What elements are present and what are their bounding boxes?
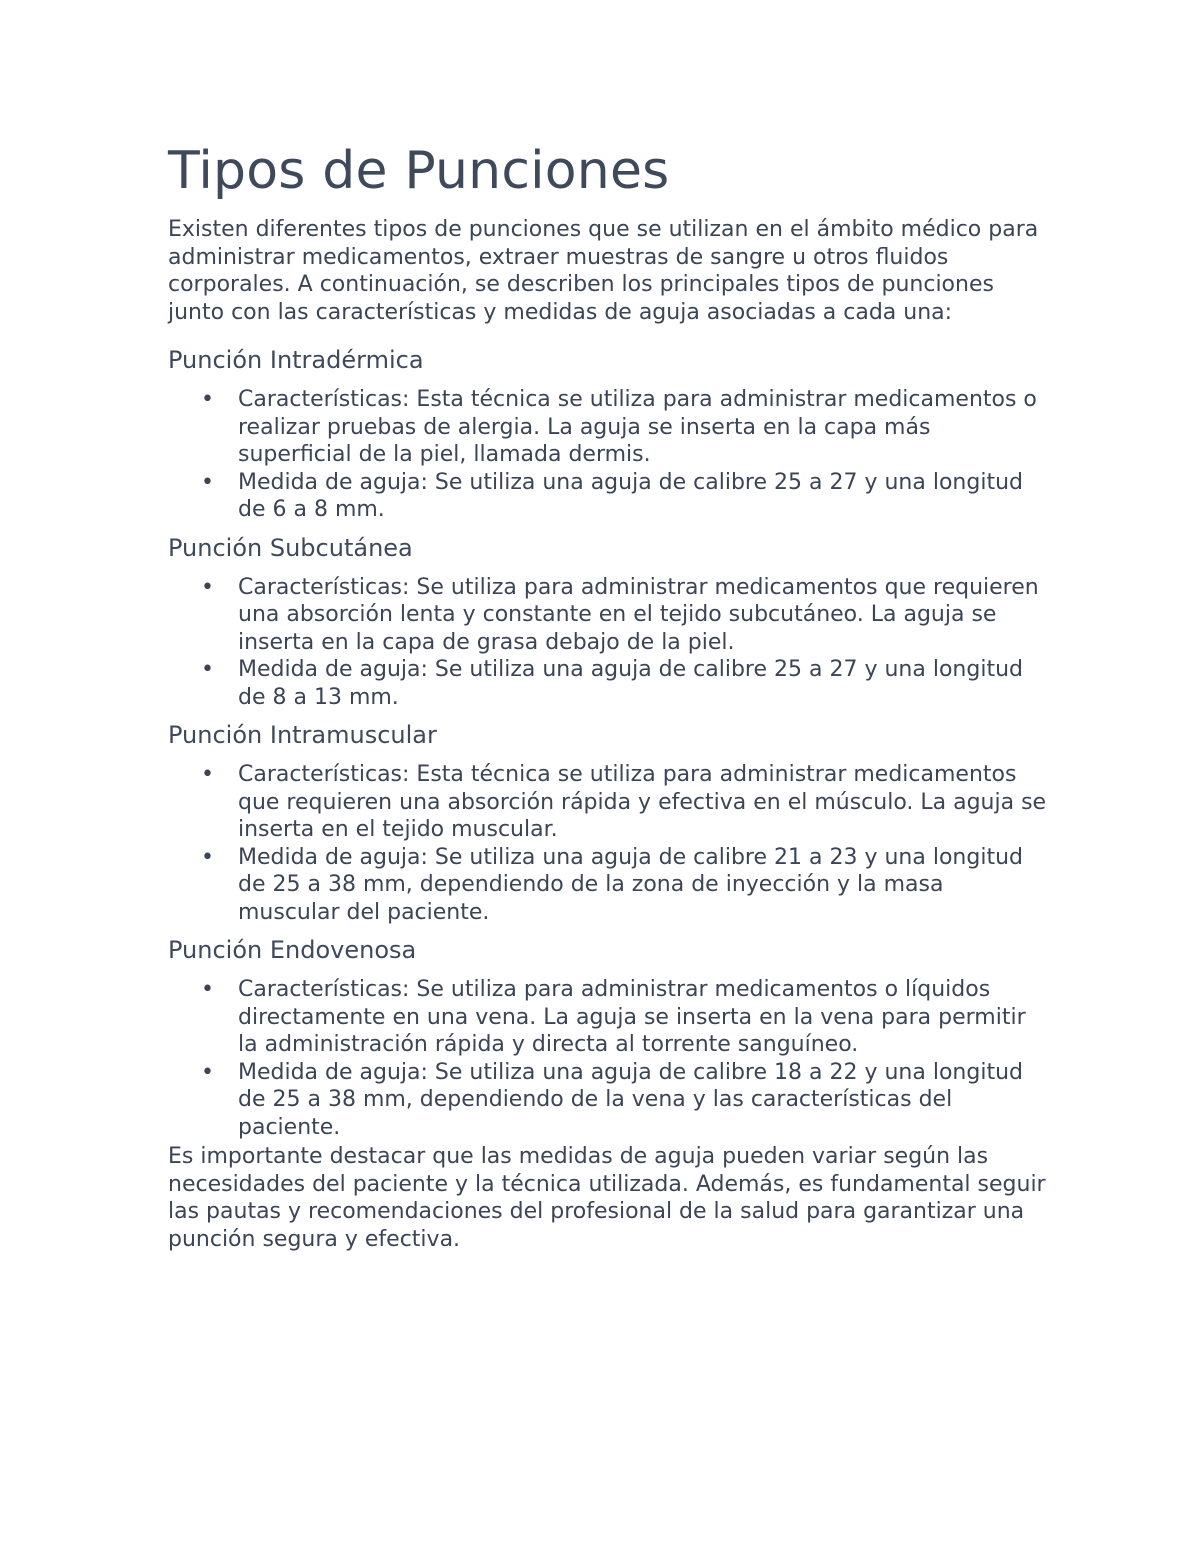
list-item [168,574,1048,657]
list-item [168,844,1048,927]
bullet-icon: • [201,657,214,682]
list-item-text: Medida de aguja: Se utiliza una aguja de calibre 25 a 27 y una longitud de 6 a 8 mm. [238,469,1023,522]
bullet-icon: • [201,387,214,412]
list-item-text: Medida de aguja: Se utiliza una aguja de calibre 25 a 27 y una longitud de 8 a 13 mm. [238,657,1023,710]
closing-paragraph: Es importante destacar que las medidas de aguja pueden variar según las necesidades del paciente y la técnica utilizada. Además, es fundamental seguir las pautas y recomendaciones del profesional de la salud para garantizar una punción segura y efectiva. [168,1144,1046,1252]
section-heading: Punción Endovenosa [168,936,417,964]
bullet-icon: • [201,1059,214,1085]
list-item-text: Características: Esta técnica se utiliza para administrar medicamentos que requieren una absorción rápida y efectiva en el músculo. La aguja se inserta en el tejido muscular. [238,762,1047,842]
bullet-icon: • [201,762,214,787]
document-title: Tipos de Punciones [168,141,670,201]
list-item-text: Medida de aguja: Se utiliza una aguja de calibre 18 a 22 y una longitud de 25 a 38 mm, dependiendo de la vena y las características del paciente. [238,1059,1023,1140]
list-item-text: Medida de aguja: Se utiliza una aguja de calibre 21 a 23 y una longitud de 25 a 38 mm, dependiendo de la zona de inyección y la masa muscular del paciente. [238,844,1023,925]
list-item-text: Características: Esta técnica se utiliza para administrar medicamentos o realizar pruebas de alergia. La aguja se inserta en la capa más superficial de la piel, llamada dermis. [238,387,1037,467]
bullet-icon: • [201,977,214,1002]
document-page [168,138,1048,1253]
intro-paragraph: Existen diferentes tipos de punciones que se utilizan en el ámbito médico para administrar medicamentos, extraer muestras de sangre u otros fluidos corporales. A continuación, se describen los principales tipos de punciones junto con las características y medidas de aguja asociadas a cada una: [168,217,1039,325]
bullet-icon: • [201,574,214,600]
section-intradermica [168,344,1048,524]
bullet-icon: • [201,469,214,495]
list-item [168,386,1048,469]
section-intramuscular [168,719,1048,926]
bullet-list [168,574,1048,712]
list-item [168,656,1048,711]
bullet-list [168,386,1048,524]
list-item [168,1059,1048,1142]
list-item [168,976,1048,1059]
section-heading: Punción Subcutánea [168,533,413,562]
list-item-text: Características: Se utiliza para administrar medicamentos que requieren una absorción lenta y constante en el tejido subcutáneo. La aguja se inserta en la capa de grasa debajo de la piel. [238,574,1039,655]
section-heading: Punción Intramuscular [168,721,437,749]
list-item [168,469,1048,524]
bullet-list [168,976,1048,1141]
list-item [168,761,1048,844]
section-heading: Punción Intradérmica [168,346,424,374]
section-subcutanea [168,532,1048,712]
list-item-text: Características: Se utiliza para administrar medicamentos o líquidos directamente en una vena. La aguja se inserta en la vena para permitir la administración rápida y directa al torrente sanguíneo. [238,977,1026,1057]
bullet-list [168,761,1048,926]
bullet-icon: • [201,844,214,870]
section-endovenosa [168,934,1048,1141]
